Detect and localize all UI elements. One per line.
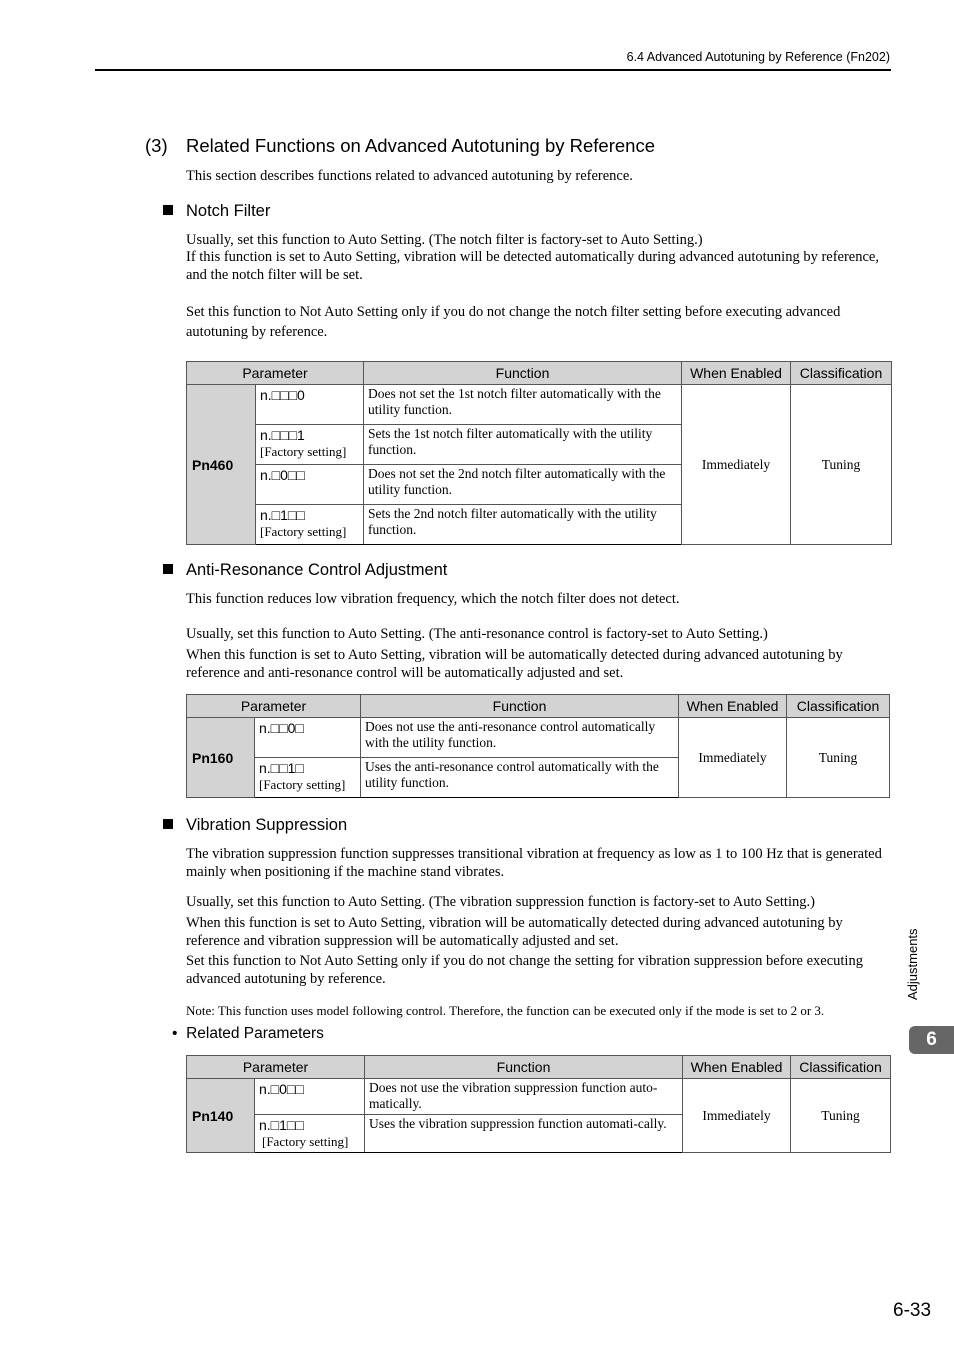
table-row <box>187 385 892 425</box>
header-parameter: Parameter <box>187 362 364 385</box>
function-text: Does not use the anti-resonance control automatically with the utility function. <box>361 718 679 758</box>
header-classification: Classification <box>787 695 890 718</box>
related-parameters-bullet: • Related Parameters <box>172 1025 324 1042</box>
chapter-tab: 6 <box>909 1026 954 1054</box>
header-function: Function <box>361 695 679 718</box>
vibsup-para-3: When this function is set to Auto Setting, vibration will be automatically detected during advanced autotuning by reference and vibration suppression will be automatically adjusted and set. <box>186 915 843 949</box>
when-enabled-value: Immediately <box>679 718 787 798</box>
function-text: Sets the 1st notch filter automatically with the utility function. <box>364 425 682 465</box>
when-enabled-value: Immediately <box>683 1079 791 1153</box>
header-classification: Classification <box>791 1056 891 1079</box>
header-when-enabled: When Enabled <box>682 362 791 385</box>
table-header-row <box>187 695 890 718</box>
function-text: Does not set the 2nd notch filter automatically with the utility function. <box>364 465 682 505</box>
table-header-row <box>187 362 892 385</box>
table-row <box>187 718 890 758</box>
function-text: Does not use the vibration suppression function auto-matically. <box>365 1079 683 1115</box>
square-bullet-icon <box>163 564 173 574</box>
header-function: Function <box>364 362 682 385</box>
setting-value: n.□□0□ <box>255 718 361 758</box>
notch-para-1: Usually, set this function to Auto Setting. (The notch filter is factory-set to Auto Setting.) <box>186 232 703 248</box>
header-when-enabled: When Enabled <box>683 1056 791 1079</box>
vibration-suppression-table <box>186 1055 891 1153</box>
setting-value: n.□1□□ [Factory setting] <box>256 505 364 545</box>
function-text: Does not set the 1st notch filter automatically with the utility function. <box>364 385 682 425</box>
header-classification: Classification <box>791 362 892 385</box>
param-number: Pn140 <box>187 1079 255 1153</box>
antires-para-1: This function reduces low vibration frequency, which the notch filter does not detect. <box>186 591 680 607</box>
vibsup-para-1: The vibration suppression function suppresses transitional vibration at frequency as low as 1 to 100 Hz that is generated mainly when positioning if the machine stand vibrates. <box>186 846 882 880</box>
function-text: Sets the 2nd notch filter automatically with the utility function. <box>364 505 682 545</box>
function-text: Uses the vibration suppression function automati-cally. <box>365 1115 683 1153</box>
square-bullet-icon <box>163 819 173 829</box>
header-parameter: Parameter <box>187 695 361 718</box>
antires-para-3: When this function is set to Auto Setting, vibration will be automatically detected during advanced autotuning by reference and anti-resonance control will be automatically adjusted and set. <box>186 647 843 681</box>
setting-value: n.□1□□ [Factory setting] <box>255 1115 365 1153</box>
notch-filter-table <box>186 361 892 545</box>
setting-value: n.□□1□ [Factory setting] <box>255 758 361 798</box>
vibsup-para-4: Set this function to Not Auto Setting only if you do not change the setting for vibration suppression before executing advanced autotuning by reference. <box>186 953 863 987</box>
header-function: Function <box>365 1056 683 1079</box>
setting-value: n.□□□1 [Factory setting] <box>256 425 364 465</box>
section-intro: This section describes functions related to advanced autotuning by reference. <box>186 168 633 184</box>
bullet-dot-icon: • <box>172 1025 178 1042</box>
section-title <box>145 135 655 157</box>
classification-value: Tuning <box>787 718 890 798</box>
section-title-text: Related Functions on Advanced Autotuning by Reference <box>186 135 655 156</box>
header-rule <box>95 69 891 71</box>
anti-resonance-table <box>186 694 890 798</box>
param-number: Pn160 <box>187 718 255 798</box>
vibration-suppression-heading: Vibration Suppression <box>163 816 347 835</box>
function-text: Uses the anti-resonance control automatically with the utility function. <box>361 758 679 798</box>
anti-resonance-heading: Anti-Resonance Control Adjustment <box>163 561 447 580</box>
notch-para-3: Set this function to Not Auto Setting only if you do not change the notch filter setting before executing advanced autotuning by reference. <box>186 304 841 340</box>
table-row <box>187 1079 891 1115</box>
notch-para-2: If this function is set to Auto Setting, vibration will be detected automatically during advanced autotuning by reference, and the notch filter will be set. <box>186 249 879 283</box>
classification-value: Tuning <box>791 1079 891 1153</box>
header-parameter: Parameter <box>187 1056 365 1079</box>
header-when-enabled: When Enabled <box>679 695 787 718</box>
classification-value: Tuning <box>791 385 892 545</box>
param-number: Pn460 <box>187 385 256 545</box>
square-bullet-icon <box>163 205 173 215</box>
section-number: (3) <box>145 135 168 156</box>
running-head: 6.4 Advanced Autotuning by Reference (Fn202) <box>626 50 890 64</box>
side-chapter-label: Adjustments <box>905 928 920 1000</box>
vibsup-note: Note: This function uses model following control. Therefore, the function can be executed only if the mode is set to 2 or 3. <box>186 1003 825 1018</box>
setting-value: n.□□□0 <box>256 385 364 425</box>
vibsup-para-2: Usually, set this function to Auto Setting. (The vibration suppression function is factory-set to Auto Setting.) <box>186 894 815 910</box>
setting-value: n.□0□□ <box>256 465 364 505</box>
notch-filter-heading: Notch Filter <box>163 202 270 221</box>
antires-para-2: Usually, set this function to Auto Setting. (The anti-resonance control is factory-set to Auto Setting.) <box>186 626 768 642</box>
when-enabled-value: Immediately <box>682 385 791 545</box>
setting-value: n.□0□□ <box>255 1079 365 1115</box>
table-header-row <box>187 1056 891 1079</box>
page-number: 6-33 <box>893 1300 932 1321</box>
